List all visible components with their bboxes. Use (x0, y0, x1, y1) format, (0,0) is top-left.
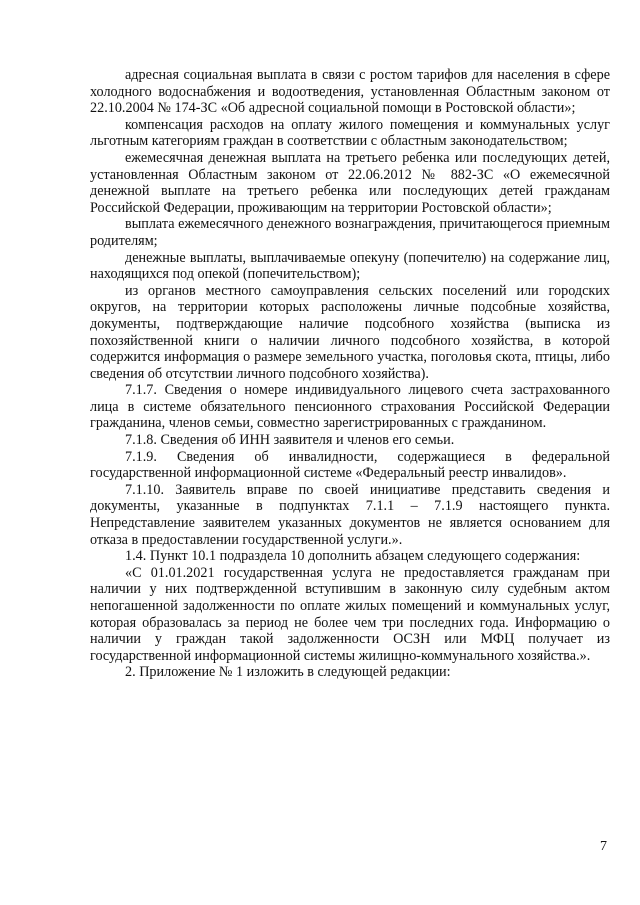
paragraph-guardian-payments: денежные выплаты, выплачиваемые опекуну (попечителю) на содержание лиц, находящихся под опекой (попечительством); (90, 249, 610, 283)
paragraph-7-1-9: 7.1.9. Сведения об инвалидности, содержащиеся в федеральной государственной информационной системе «Федеральный реестр инвалидов». (90, 448, 610, 482)
paragraph-debt-clause: «С 01.01.2021 государственная услуга не предоставляется гражданам при наличии у них подтвержденной вступившим в законную силу судебным актом непогашенной задолженности по оплате жилых помещений и коммунальных услуг, которая образовалась за период не более чем три последних года. Информацию о наличии у граждан такой задолженности ОСЗН или МФЦ получает из государственной информационной системы жилищно-коммунального хозяйства.». (90, 564, 610, 664)
page-number: 7 (600, 839, 607, 854)
document-body (90, 67, 610, 681)
paragraph-housing-compensation: компенсация расходов на оплату жилого помещения и коммунальных услуг льготным категориям граждан в соответствии с областным законодательством; (90, 116, 610, 150)
paragraph-local-government-documents: из органов местного самоуправления сельских поселений или городских округов, на территории которых расположены личные подсобные хозяйства, документы, подтверждающие наличие подсобного хозяйства (выписка из похозяйственной книги о наличии личного подсобного хозяйства, в которой содержится информация о размере земельного участка, поголовья скота, птицы, либо сведения об отсутствии личного подсобного хозяйства). (90, 282, 610, 382)
paragraph-appendix-1: 2. Приложение № 1 изложить в следующей редакции: (125, 664, 451, 681)
paragraph-water-payment: адресная социальная выплата в связи с ростом тарифов для населения в сфере холодного водоснабжения и водоотведения, установленная Областным законом от 22.10.2004 № 174-ЗС «Об адресной социальной помощи в Ростовской области»; (90, 67, 610, 117)
paragraph-7-1-10: 7.1.10. Заявитель вправе по своей инициативе представить сведения и документы, указанные в подпунктах 7.1.1 – 7.1.9 настоящего пункта. Непредставление заявителем указанных документов не является основанием для отказа в предоставлении государственной услуги.». (90, 481, 610, 548)
paragraph-7-1-7: 7.1.7. Сведения о номере индивидуального лицевого счета застрахованного лица в системе обязательного пенсионного страхования Российской Федерации гражданина, членов семьи, совместно зарегистрированных с гражданином. (90, 382, 610, 432)
paragraph-third-child-payment: ежемесячная денежная выплата на третьего ребенка или последующих детей, установленная Областным законом от 22.06.2012 № 882-ЗС «О ежемесячной денежной выплате на третьего ребенка или последующих детей гражданам Российской Федерации, проживающим на территории Ростовской области»; (90, 149, 610, 216)
paragraph-1-4: 1.4. Пункт 10.1 подраздела 10 дополнить абзацем следующего содержания: (125, 548, 581, 565)
paragraph-foster-parents-reward: выплата ежемесячного денежного вознаграждения, причитающегося приемным родителям; (90, 216, 610, 249)
paragraph-7-1-8: 7.1.8. Сведения об ИНН заявителя и членов его семьи. (125, 432, 455, 449)
